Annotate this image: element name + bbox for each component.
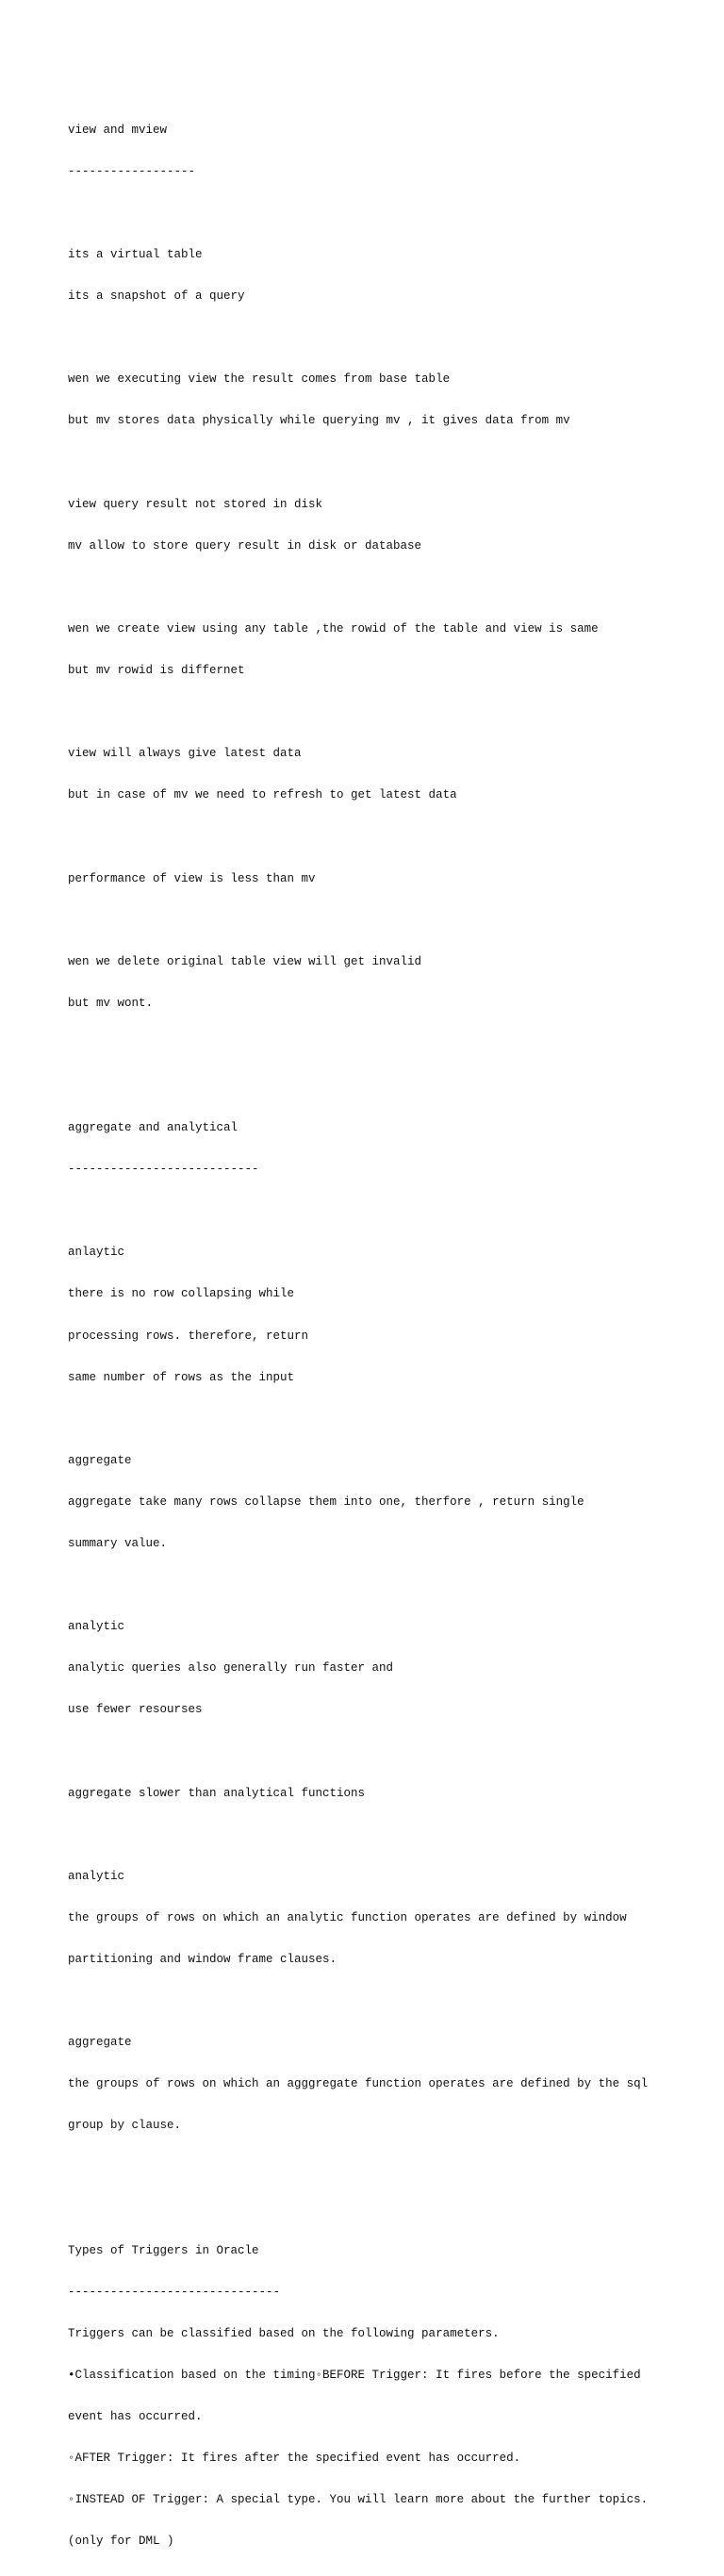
text-line: wen we delete original table view will get invalid bbox=[68, 954, 422, 968]
section-rule: ------------------------------ bbox=[68, 2285, 281, 2299]
section-title: view and mview bbox=[68, 123, 168, 137]
text-line: (only for DML ) bbox=[68, 2535, 174, 2549]
text-line: aggregate slower than analytical functions bbox=[68, 1786, 366, 1800]
section-title: Types of Triggers in Oracle bbox=[68, 2243, 259, 2257]
text-line: but in case of mv we need to refresh to get latest data bbox=[68, 788, 457, 802]
text-line: its a virtual table bbox=[68, 248, 203, 262]
text-line: but mv rowid is differnet bbox=[68, 664, 245, 678]
section-title: aggregate and analytical bbox=[68, 1121, 239, 1135]
section-rule: --------------------------- bbox=[68, 1163, 259, 1177]
text-line: •Classification based on the timing◦BEFORE Trigger: It fires before the specified bbox=[68, 2368, 641, 2382]
text-line: aggregate bbox=[68, 1453, 132, 1467]
text-line: analytic queries also generally run faster and bbox=[68, 1661, 394, 1676]
text-line: event has occurred. bbox=[68, 2410, 203, 2423]
text-line: but mv stores data physically while querying mv , it gives data from mv bbox=[68, 414, 570, 428]
text-line: its a snapshot of a query bbox=[68, 289, 245, 304]
document-page bbox=[68, 68, 671, 2576]
text-line: partitioning and window frame clauses. bbox=[68, 1952, 337, 1966]
text-line: performance of view is less than mv bbox=[68, 871, 316, 885]
text-line: the groups of rows on which an agggregate function operates are defined by the sql bbox=[68, 2077, 649, 2091]
text-line: mv allow to store query result in disk or database bbox=[68, 538, 422, 553]
text-line: anlaytic bbox=[68, 1246, 125, 1260]
text-line: wen we executing view the result comes from base table bbox=[68, 372, 451, 387]
text-line: Triggers can be classified based on the following parameters. bbox=[68, 2326, 500, 2340]
text-line: analytic bbox=[68, 1869, 125, 1883]
text-line: view query result not stored in disk bbox=[68, 497, 323, 511]
text-line: ◦AFTER Trigger: It fires after the specified event has occurred. bbox=[68, 2452, 521, 2466]
text-line: aggregate take many rows collapse them into one, therfore , return single bbox=[68, 1494, 584, 1509]
text-line: aggregate bbox=[68, 2036, 132, 2050]
text-line: but mv wont. bbox=[68, 996, 154, 1010]
text-line: same number of rows as the input bbox=[68, 1370, 295, 1384]
section-rule: ------------------ bbox=[68, 164, 196, 178]
text-line: summary value. bbox=[68, 1537, 168, 1551]
text-line: wen we create view using any table ,the rowid of the table and view is same bbox=[68, 621, 599, 636]
text-line: use fewer resourses bbox=[68, 1703, 203, 1717]
text-line: processing rows. therefore, return bbox=[68, 1329, 309, 1343]
text-line: ◦INSTEAD OF Trigger: A special type. You will learn more about the further topics. bbox=[68, 2493, 649, 2507]
text-line: there is no row collapsing while bbox=[68, 1287, 295, 1301]
text-line: view will always give latest data bbox=[68, 747, 302, 761]
text-line: analytic bbox=[68, 1620, 125, 1634]
text-line: group by clause. bbox=[68, 2119, 182, 2133]
text-line: the groups of rows on which an analytic function operates are defined by window bbox=[68, 1910, 627, 1924]
